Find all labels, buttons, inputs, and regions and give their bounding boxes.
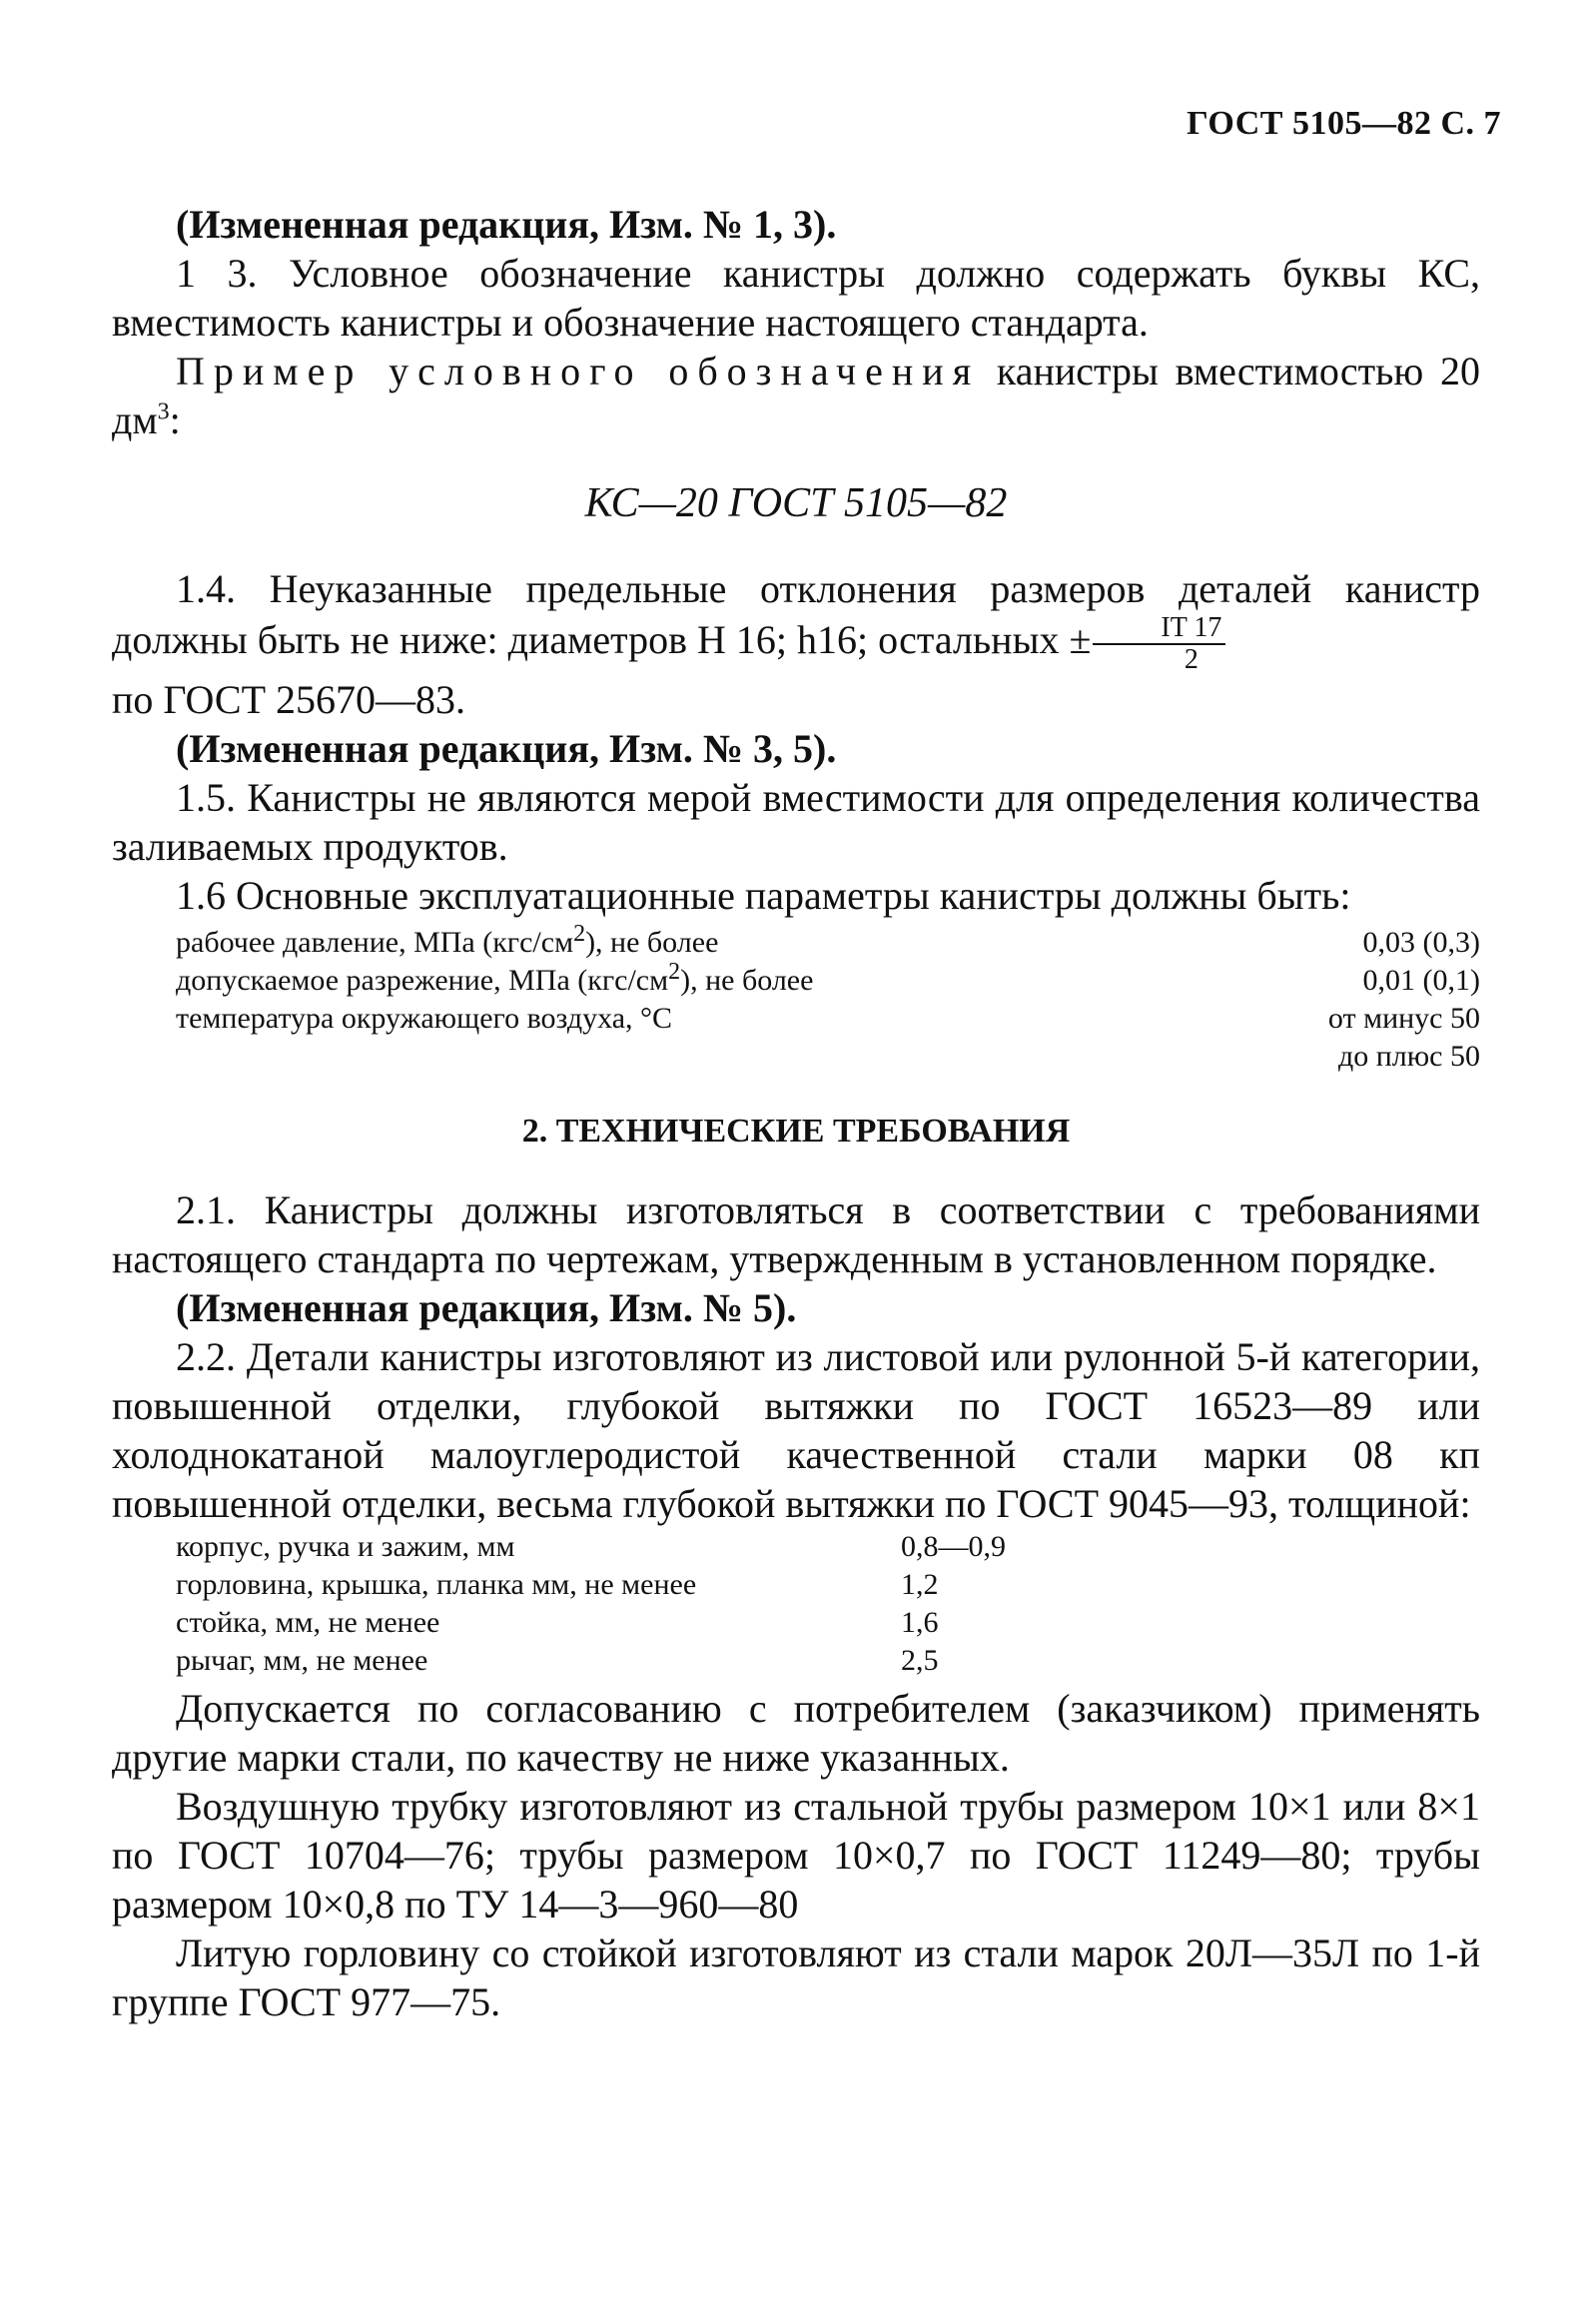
section-title-2: 2. ТЕХНИЧЕСКИЕ ТРЕБОВАНИЯ — [521, 1113, 1071, 1150]
paragraph-air-tube: Воздушную трубку изготовляют из стальной трубы размером 10×1 или 8×1 по ГОСТ 10704—76; трубы размером 10×0,7 по ГОСТ 11249—80; трубы размером 10×0,8 по ТУ 14—3—960—80 — [112, 1784, 1480, 1927]
example-superscript: 3 — [157, 398, 170, 425]
thickness-value: 2,5 — [901, 1644, 939, 1677]
paragraph-cast-neck: Литую горловину со стойкой изготовляют из стали марок 20Л—35Л по 1-й группе ГОСТ 977—75. — [112, 1931, 1480, 2024]
thickness-label: горловина, крышка, планка мм, не менее — [176, 1568, 697, 1601]
parameter-row-continuation — [112, 1038, 1480, 1076]
paragraph-1-6: 1.6 Основные эксплуатационные параметры канистры должны быть: — [176, 873, 1351, 918]
thickness-row — [112, 1566, 1480, 1604]
parameter-value: от минус 50 — [1327, 1002, 1480, 1035]
thickness-row — [112, 1604, 1480, 1642]
example-end: : — [169, 397, 181, 442]
example-text: канистры вместимостью 20 дм — [112, 349, 1480, 442]
parameter-label: рабочее давление, МПа $(кгс/см^2)$, не более — [176, 921, 719, 959]
paragraph-example — [112, 347, 1480, 444]
thickness-row — [112, 1528, 1480, 1566]
tolerance-fraction — [1093, 613, 1225, 675]
thickness-value: 0,8—0,9 — [901, 1530, 1006, 1563]
thickness-row — [112, 1642, 1480, 1680]
parameter-label: допускаемое разрежение, МПа $(кгс/см^2)$, не более — [176, 959, 814, 997]
parameter-row — [112, 1000, 1480, 1038]
parameters-list — [112, 921, 1480, 1076]
paragraph-1-4-text: 1.4. Неуказанные предельные отклонения размеров деталей канистр должны быть не ниже: диаметров Н 16; h16; остальных ± — [112, 566, 1480, 663]
parameter-value: 0,03 (0,3) — [1362, 926, 1480, 959]
paragraph-2-1: 2.1. Канистры должны изготовляться в соответствии с требованиями настоящего стандарта по чертежам, утвержденным в установленном порядке. — [112, 1187, 1480, 1281]
paragraph-1-3: 1 3. Условное обозначение канистры должно содержать буквы КС, вместимость канистры и обозначение настоящего стандарта. — [112, 251, 1480, 345]
parameter-row — [112, 921, 1480, 962]
thickness-label: корпус, ручка и зажим, мм — [176, 1530, 515, 1563]
parameter-row — [112, 959, 1480, 1000]
amendment-note-3-5: (Измененная редакция, Изм. № 3, 5). — [176, 726, 837, 771]
example-spaced-text: Пример условного обозначения — [176, 349, 981, 393]
fraction-denominator: 2 — [1184, 644, 1198, 675]
thickness-list — [112, 1528, 1480, 1680]
amendment-note-1-3: (Измененная редакция, Изм. № 1, 3). — [176, 202, 837, 247]
paragraph-1-4 — [112, 564, 1480, 724]
thickness-value: 1,6 — [901, 1606, 939, 1639]
paragraph-1-4-tail: по ГОСТ 25670—83. — [112, 677, 466, 722]
page-header: ГОСТ 5105—82 С. 7 — [1187, 105, 1501, 142]
thickness-label: рычаг, мм, не менее — [176, 1644, 428, 1677]
document-body — [112, 200, 1480, 2026]
parameter-value: 0,01 (0,1) — [1362, 964, 1480, 997]
parameter-value: до плюс 50 — [1337, 1040, 1480, 1073]
amendment-note-5: (Измененная редакция, Изм. № 5). — [176, 1285, 797, 1330]
parameter-label: температура окружающего воздуха, °С — [176, 1002, 673, 1035]
designation-formula: КС—20 ГОСТ 5105—82 — [584, 480, 1008, 526]
paragraph-allowed: Допускается по согласованию с потребителем (заказчиком) применять другие марки стали, по качеству не ниже указанных. — [112, 1686, 1480, 1780]
thickness-value: 1,2 — [901, 1568, 939, 1601]
paragraph-1-5: 1.5. Канистры не являются мерой вместимости для определения количества заливаемых продуктов. — [112, 775, 1480, 869]
paragraph-2-2: 2.2. Детали канистры изготовляют из листовой или рулонной 5-й категории, повышенной отделки, глубокой вытяжки по ГОСТ 16523—89 или холоднокатаной малоуглеродистой качественной стали марки 08 кп повышенной отделки, весьма глубокой вытяжки по ГОСТ 9045—93, толщиной: — [112, 1334, 1480, 1526]
fraction-numerator: IT 17 — [1093, 613, 1225, 645]
thickness-label: стойка, мм, не менее — [176, 1606, 440, 1639]
